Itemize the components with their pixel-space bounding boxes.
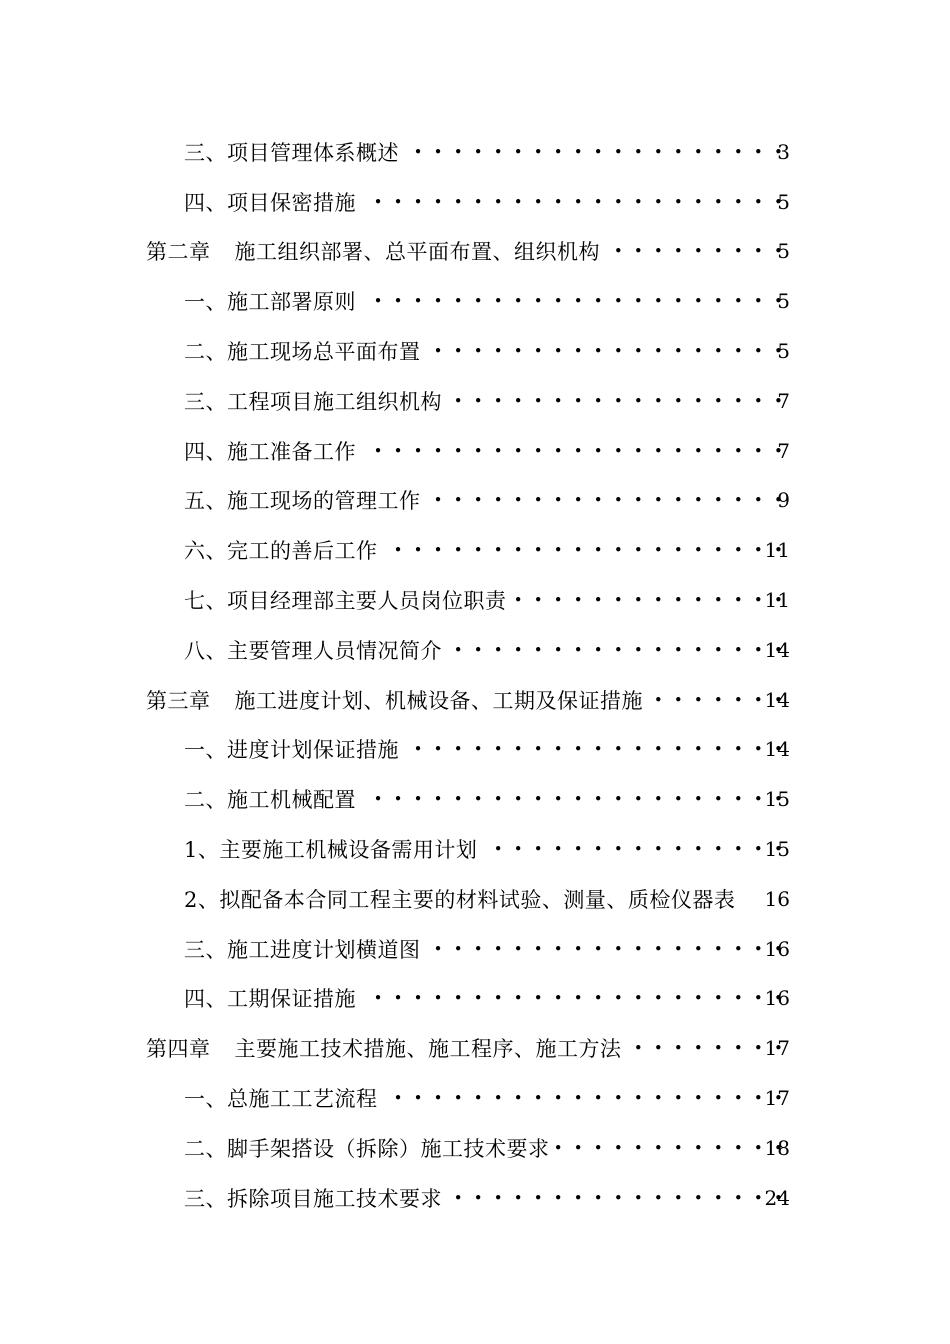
toc-page-number: 18	[764, 1135, 790, 1160]
toc-section-entry[interactable]	[0, 426, 950, 476]
toc-entry-title: 一、进度计划保证措施	[184, 738, 399, 763]
toc-entry-title: 三、项目管理体系概述	[184, 140, 399, 165]
toc-dot-leader	[448, 1186, 786, 1210]
toc-section-entry[interactable]	[0, 1173, 950, 1223]
toc-section-entry[interactable]	[0, 376, 950, 426]
toc-chapter-label: 第三章	[146, 688, 211, 713]
toc-dot-leader	[606, 239, 786, 263]
toc-dot-leader	[427, 488, 787, 512]
toc-chapter-label: 第四章	[146, 1037, 211, 1062]
toc-entry-title: 八、主要管理人员情况简介	[184, 638, 442, 663]
toc-dot-leader	[427, 339, 787, 363]
toc-dot-leader	[384, 538, 787, 562]
toc-dot-leader	[448, 638, 786, 662]
toc-entry-title	[146, 685, 643, 715]
toc-page-number: 5	[777, 189, 790, 214]
toc-section-entry[interactable]	[0, 326, 950, 376]
toc-section-entry[interactable]	[0, 476, 950, 526]
toc-chapter-entry[interactable]	[0, 1023, 950, 1073]
toc-dot-leader	[513, 588, 787, 612]
toc-entry-title: 二、施工现场总平面布置	[184, 340, 421, 365]
toc-chapter-label: 第二章	[146, 240, 211, 265]
toc-chapter-entry[interactable]	[0, 675, 950, 725]
toc-entry-title: 五、施工现场的管理工作	[184, 489, 421, 514]
toc-page-number: 15	[764, 837, 790, 862]
toc-page-number: 7	[777, 438, 790, 463]
toc-dot-leader	[362, 190, 786, 214]
toc-chapter-entry[interactable]	[0, 227, 950, 277]
toc-entry-title: 四、工期保证措施	[184, 987, 356, 1012]
toc-chapter-title: 施工组织部署、总平面布置、组织机构	[234, 240, 600, 265]
toc-page-number: 5	[777, 239, 790, 264]
toc-dot-leader	[427, 937, 787, 961]
toc-section-entry[interactable]	[0, 625, 950, 675]
toc-dot-leader	[556, 1136, 787, 1160]
toc-section-entry[interactable]	[0, 924, 950, 974]
toc-section-entry[interactable]	[0, 1123, 950, 1173]
toc-page-number: 5	[777, 339, 790, 364]
toc-entry-title: 二、施工机械配置	[184, 788, 356, 813]
toc-dot-leader	[362, 787, 786, 811]
toc-dot-leader	[448, 389, 786, 413]
toc-page-number: 14	[764, 737, 790, 762]
toc-chapter-title: 主要施工技术措施、施工程序、施工方法	[234, 1037, 622, 1062]
toc-dot-leader	[362, 439, 786, 463]
toc-section-entry[interactable]	[0, 725, 950, 775]
toc-entry-title: 一、总施工工艺流程	[184, 1087, 378, 1112]
toc-section-entry[interactable]	[0, 974, 950, 1024]
toc-section-entry[interactable]	[0, 774, 950, 824]
toc-dot-leader	[362, 289, 786, 313]
toc-page-number: 14	[764, 637, 790, 662]
toc-section-entry[interactable]	[0, 525, 950, 575]
toc-page-number: 7	[777, 388, 790, 413]
toc-page-number: 16	[764, 936, 790, 961]
toc-page-number: 24	[764, 1185, 790, 1210]
toc-page-number: 9	[777, 488, 790, 513]
toc-section-entry[interactable]	[0, 276, 950, 326]
toc-section-entry[interactable]	[0, 575, 950, 625]
toc-dot-leader	[384, 1086, 787, 1110]
toc-section-entry[interactable]	[0, 177, 950, 227]
toc-page-number: 17	[764, 1086, 790, 1111]
toc-section-entry[interactable]	[0, 1073, 950, 1123]
toc-entry-title: 七、项目经理部主要人员岗位职责	[184, 589, 507, 614]
toc-page-number: 15	[764, 787, 790, 812]
toc-chapter-title: 施工进度计划、机械设备、工期及保证措施	[234, 688, 643, 713]
toc-entry-title: 二、脚手架搭设（拆除）施工技术要求	[184, 1136, 550, 1161]
toc-page-number: 16	[764, 986, 790, 1011]
toc-dot-leader	[628, 1036, 787, 1060]
toc-page-number: 3	[777, 139, 790, 164]
toc-section-entry[interactable]	[0, 874, 950, 924]
toc-entry-title: 六、完工的善后工作	[184, 539, 378, 564]
toc-entry-title: 三、拆除项目施工技术要求	[184, 1186, 442, 1211]
toc-dot-leader	[483, 837, 786, 861]
toc-dot-leader	[405, 737, 786, 761]
toc-dot-leader	[362, 986, 786, 1010]
toc-entry-title	[146, 1033, 622, 1063]
toc-section-entry[interactable]	[0, 824, 950, 874]
toc-entry-title: 1、主要施工机械设备需用计划	[184, 838, 478, 863]
toc-section-entry[interactable]	[0, 127, 950, 177]
toc-page-number: 14	[764, 687, 790, 712]
toc-entry-title	[146, 236, 600, 266]
toc-page-number: 11	[764, 538, 790, 563]
toc-page-number: 16	[764, 886, 790, 911]
toc-entry-title: 四、施工准备工作	[184, 439, 356, 464]
toc-page-number: 11	[764, 588, 790, 613]
toc-page-number: 5	[777, 289, 790, 314]
toc-entry-title: 2、拟配备本合同工程主要的材料试验、测量、质检仪器表	[184, 887, 736, 912]
toc-entry-title: 三、施工进度计划横道图	[184, 937, 421, 962]
toc-entry-title: 三、工程项目施工组织机构	[184, 389, 442, 414]
toc-page-number: 17	[764, 1036, 790, 1061]
toc-entry-title: 四、项目保密措施	[184, 190, 356, 215]
toc-entry-title: 一、施工部署原则	[184, 290, 356, 315]
toc-dot-leader	[405, 140, 786, 164]
table-of-contents	[0, 127, 950, 1223]
